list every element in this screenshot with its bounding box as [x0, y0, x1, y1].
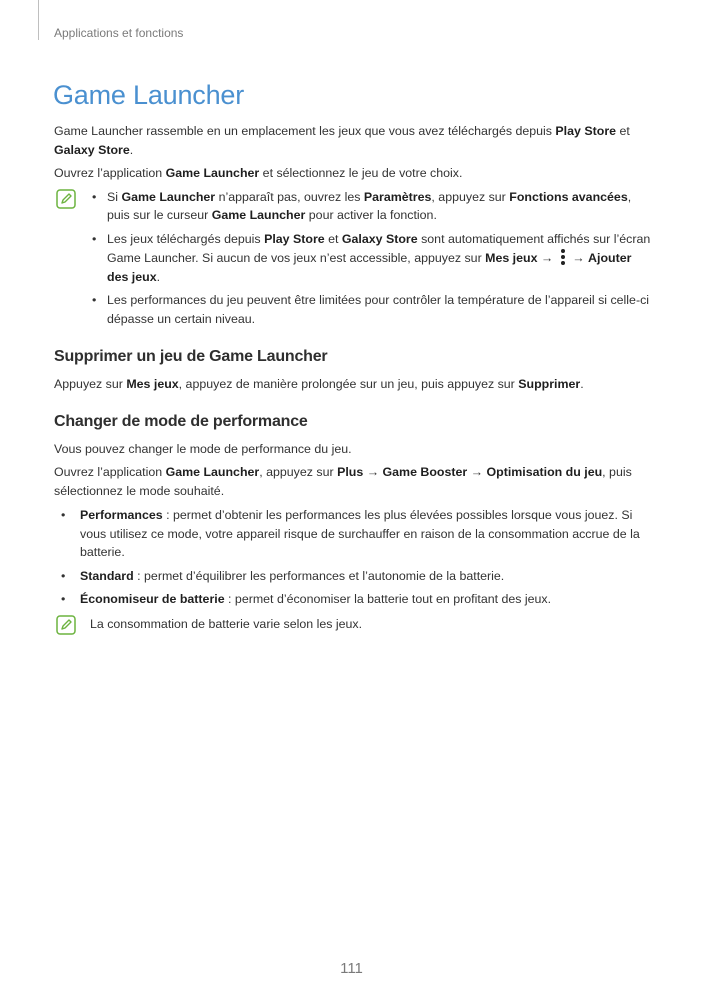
mode-list [54, 506, 652, 609]
mode-item-performances: • Performances : permet d’obtenir les performances les plus élevées possibles lorsque vous jouez. Si vous utilisez ce mode, votre appareil risque de surchauffer en raison de la consommation accrue de la batterie. [54, 506, 652, 562]
note-block [54, 188, 652, 329]
note-list [90, 188, 652, 329]
note-item: • Les jeux téléchargés depuis Play Store et Galaxy Store sont automatiquement affichés sur l’écran Game Launcher. Si aucun de vos jeux n’est accessible, appuyez sur Mes jeux → → Ajouter des jeux. [90, 230, 652, 287]
galaxy-store-term: Galaxy Store [54, 142, 130, 157]
mode-intro-paragraph: Vous pouvez changer le mode de performance du jeu. [54, 441, 352, 456]
header-rule [38, 0, 39, 40]
page-number: 111 [340, 960, 363, 977]
more-options-icon [559, 248, 567, 266]
page-title: Game Launcher [53, 80, 245, 110]
section-heading-performance: Changer de mode de performance [54, 413, 308, 430]
game-launcher-term: Game Launcher [165, 166, 260, 180]
note-icon [56, 189, 76, 209]
intro-open-paragraph: Ouvrez l’application Game Launcher et sélectionnez le jeu de votre choix. [54, 166, 463, 180]
remove-paragraph: Appuyez sur Mes jeux, appuyez de manière prolongée sur un jeu, puis appuyez sur Supprimer. [54, 376, 584, 391]
note-block-battery [54, 614, 652, 634]
note-item: • Si Game Launcher n’apparaît pas, ouvrez les Paramètres, appuyez sur Fonctions avancées, puis sur le curseur Game Launcher pour activer la fonction. [90, 188, 652, 225]
play-store-term: Play Store [555, 124, 617, 138]
intro-paragraph: Game Launcher rassemble en un emplacement les jeux que vous avez téléchargés depuis Play Store et Galaxy Store. [54, 124, 630, 157]
note-item: • Les performances du jeu peuvent être limitées pour contrôler la température de l’appareil si celle-ci dépasse un certain niveau. [90, 291, 652, 328]
battery-note-text: La consommation de batterie varie selon les jeux. [90, 616, 363, 631]
mode-item-standard: • Standard : permet d’équilibrer les performances et l’autonomie de la batterie. [54, 567, 652, 586]
mode-item-economiseur: • Économiseur de batterie : permet d’économiser la batterie tout en profitant des jeux. [54, 590, 652, 609]
note-icon [56, 615, 76, 635]
section-label: Applications et fonctions [54, 26, 184, 40]
content [54, 122, 652, 633]
section-heading-remove: Supprimer un jeu de Game Launcher [54, 348, 328, 365]
mode-open-paragraph: Ouvrez l’application Game Launcher, appuyez sur Plus → Game Booster → Optimisation du jeu, puis sélectionnez le mode souhaité. [54, 465, 632, 498]
